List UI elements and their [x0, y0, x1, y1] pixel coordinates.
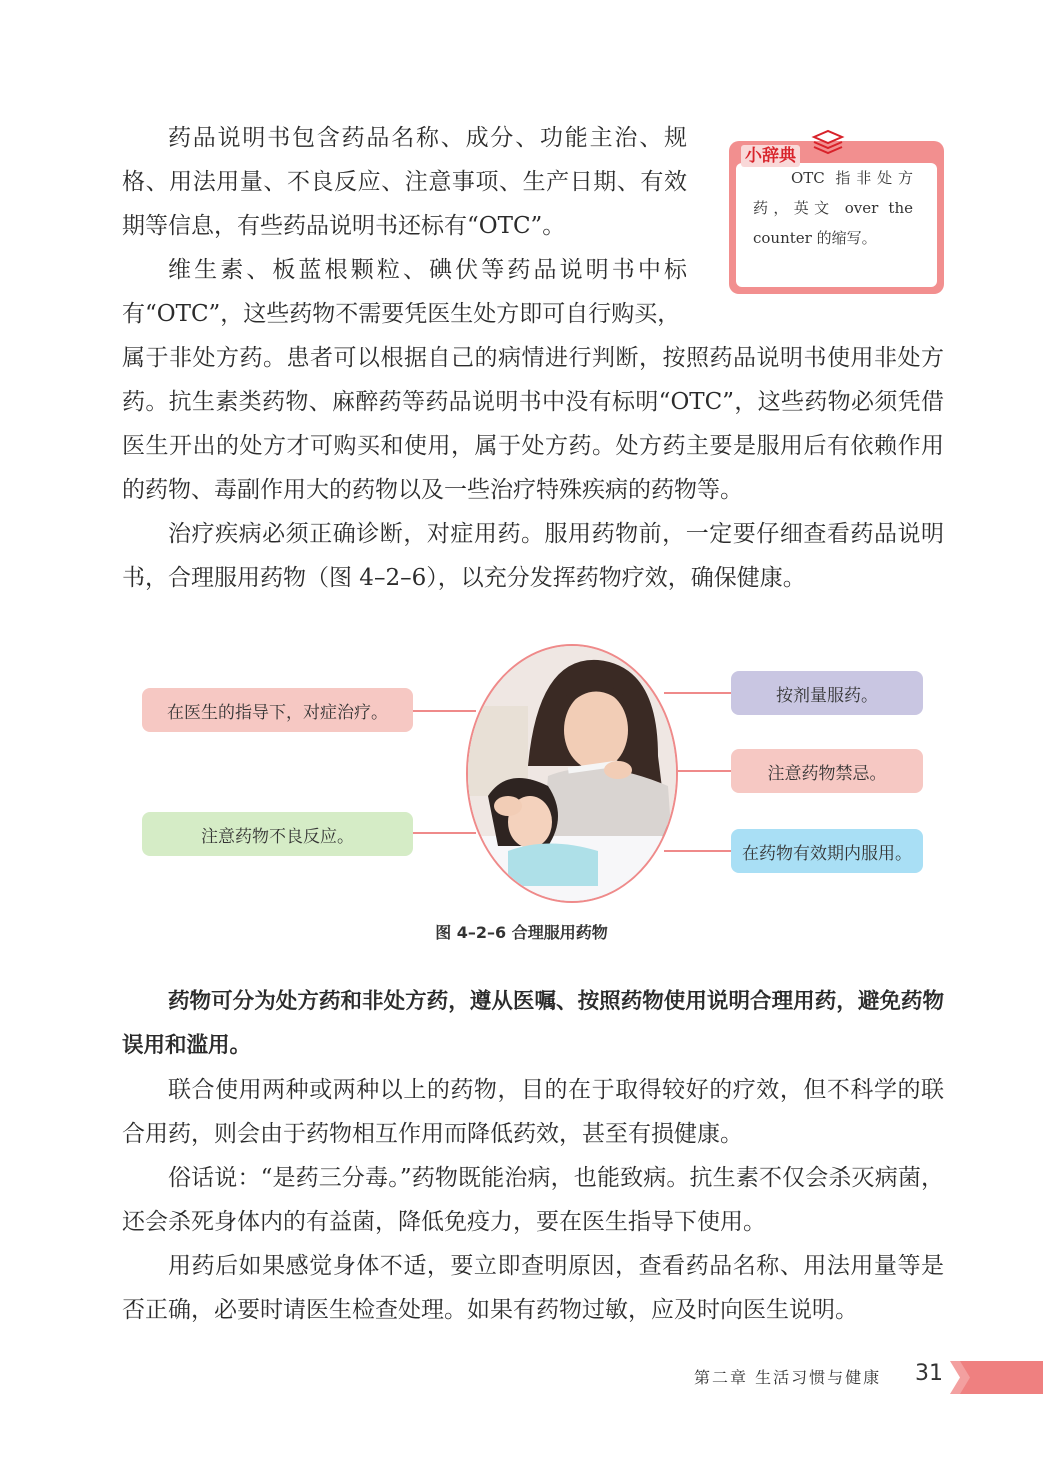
glossary-title: 小辞典 [741, 145, 800, 167]
connector-line [672, 770, 734, 772]
connector-line [664, 692, 734, 694]
chapter-title: 第二章 生活习惯与健康 [694, 1368, 882, 1387]
paragraph-diagnosis: 治疗疾病必须正确诊断，对症用药。服用药物前，一定要仔细查看药品说明书，合理服用药物（图 4–2–6），以充分发挥药物疗效，确保健康。 [122, 521, 944, 591]
paragraph-combined-drugs: 联合使用两种或两种以上的药物，目的在于取得较好的疗效，但不科学的联合用药，则会由于药物相互作用而降低药效，甚至有损健康。 [122, 1077, 944, 1147]
paragraph-saying: 俗话说：“是药三分毒。”药物既能治病，也能致病。抗生素不仅会杀灭病菌，还会杀死身体内的有益菌，降低免疫力，要在医生指导下使用。 [122, 1165, 944, 1235]
paragraph-otc-examples: 维生素、板蓝根颗粒、碘伏等药品说明书中标有“OTC”，这些药物不需要凭医生处方即可自行购买， [122, 257, 687, 327]
footer-decoration [950, 1361, 1043, 1394]
tag-expiry: 在药物有效期内服用。 [731, 829, 923, 873]
connector-line [412, 832, 476, 834]
paragraph-after-use: 用药后如果感觉身体不适，要立即查明原因，查看药品名称、用法用量等是否正确，必要时请医生检查处理。如果有药物过敏，应及时向医生说明。 [122, 1253, 944, 1323]
glossary-text: OTC 指非处方药，英文 over the counter 的缩写。 [753, 169, 913, 247]
tag-side-effects: 注意药物不良反应。 [142, 812, 413, 856]
paragraph-key-point: 药物可分为处方药和非处方药，遵从医嘱、按照药物使用说明合理用药，避免药物误用和滥用。 [122, 989, 944, 1058]
mother-daughter-photo [466, 644, 678, 903]
tag-contraindications: 注意药物禁忌。 [731, 749, 923, 793]
page-number: 31 [915, 1361, 943, 1386]
tag-dosage: 按剂量服药。 [731, 671, 923, 715]
paragraph-prescription: 属于非处方药。患者可以根据自己的病情进行判断，按照药品说明书使用非处方药。抗生素类药物、麻醉药等药品说明书中没有标明“OTC”，这些药物必须凭借医生开出的处方才可购买和使用，属于处方药。处方药主要是服用后有依赖作用的药物、毒副作用大的药物以及一些治疗特殊疾病的药物等。 [122, 345, 944, 503]
figure-caption: 图 4–2–6 合理服用药物 [435, 923, 608, 942]
glossary-box [729, 141, 944, 294]
connector-line [664, 850, 734, 852]
tag-doctor-guidance: 在医生的指导下，对症治疗。 [142, 688, 413, 732]
paragraph-otc-intro: 药品说明书包含药品名称、成分、功能主治、规格、用法用量、不良反应、注意事项、生产日期、有效期等信息，有些药品说明书还标有“OTC”。 [122, 125, 687, 239]
books-icon [811, 127, 845, 157]
connector-line [412, 710, 476, 712]
